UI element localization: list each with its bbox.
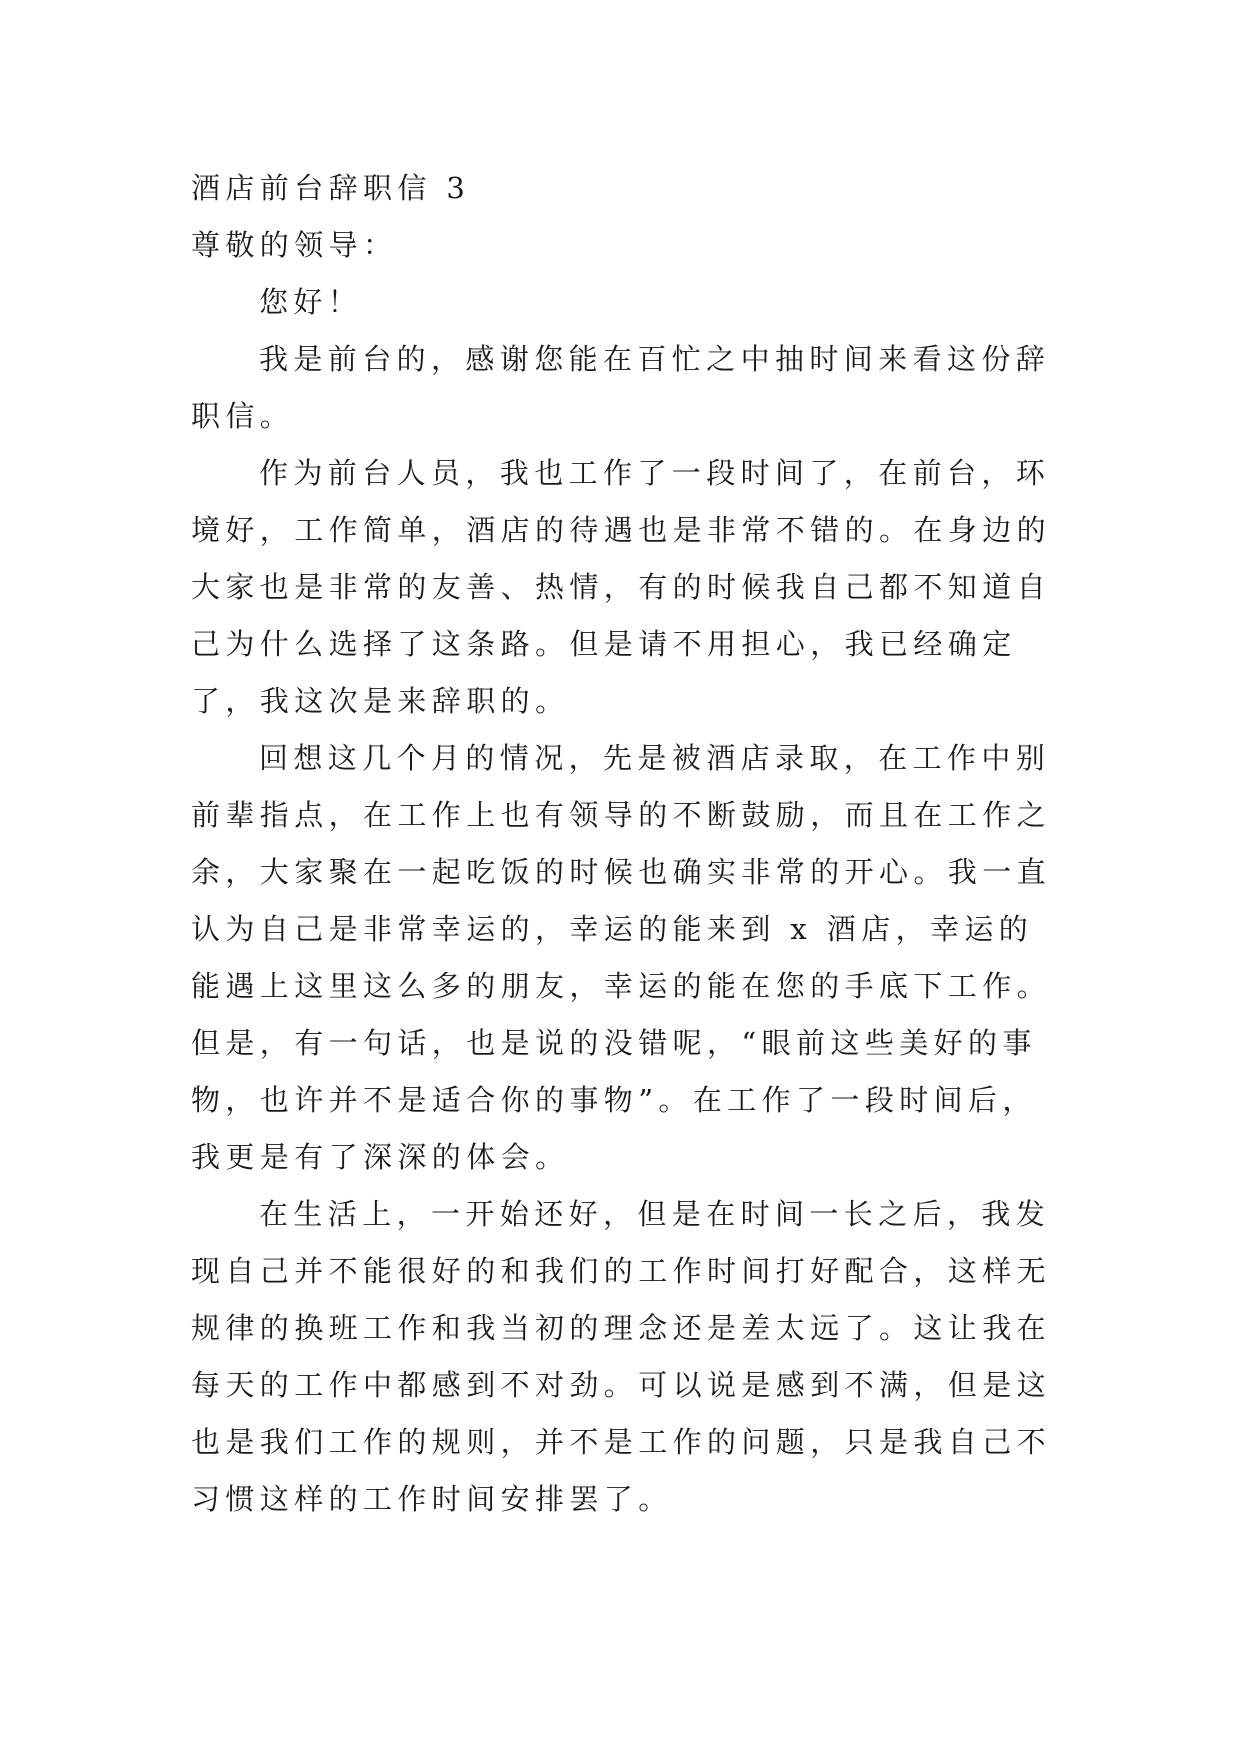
paragraph-4: 在生活上，一开始还好，但是在时间一长之后，我发现自己并不能很好的和我们的工作时间打好配合，这样无规律的换班工作和我当初的理念还是差太远了。这让我在每天的工作中都感到不对劲。可以说是感到不满，但是这也是我们工作的规则，并不是工作的问题，只是我自己不习惯这样的工作时间安排罢了。 [191, 1197, 1052, 1516]
salutation: 尊敬的领导： [191, 228, 398, 262]
letter-body [191, 160, 1051, 1528]
paragraph-3: 回想这几个月的情况，先是被酒店录取，在工作中别前辈指点，在工作上也有领导的不断鼓励，而且在工作之余，大家聚在一起吃饭的时候也确实非常的开心。我一直认为自己是非常幸运的，幸运的能来到 x 酒店，幸运的能遇上这里这么多的朋友，幸运的能在您的手底下工作。但是，有一句话，也是说的没错呢，“眼前这些美好的事物，也许并不是适合你的事物”。在工作了一段时间后，我更是有了深深的体会。 [191, 741, 1052, 1174]
paragraph-1: 我是前台的，感谢您能在百忙之中抽时间来看这份辞职信。 [191, 342, 1051, 433]
paragraph-2: 作为前台人员，我也工作了一段时间了，在前台，环境好，工作简单，酒店的待遇也是非常不错的。在身边的大家也是非常的友善、热情，有的时候我自己都不知道自己为什么选择了这条路。但是请不用担心，我已经确定了，我这次是来辞职的。 [191, 456, 1052, 718]
greeting: 您好！ [259, 285, 363, 319]
document-title: 酒店前台辞职信 3 [191, 171, 471, 205]
